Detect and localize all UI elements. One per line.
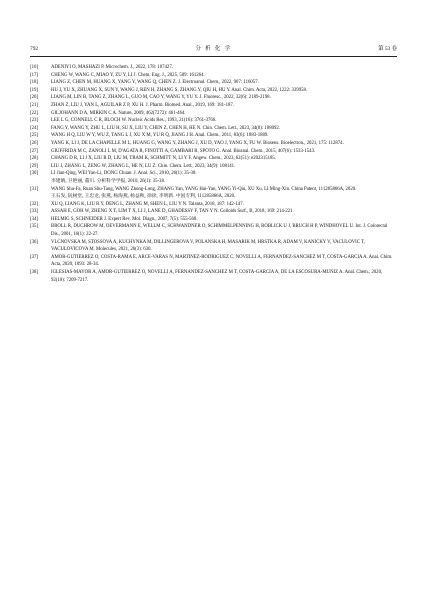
reference-item [30,64,397,72]
reference-number: [21] [30,102,38,108]
reference-number: [34] [30,216,38,222]
reference-item [30,254,397,269]
reference-text: HU J, YU X, ZHUANG X, SUN Y, WANG J, REN H, ZHANG S, ZHANG Y, QIU H, HU Y. Anal. Chim. Acta, 2022, 1222: 339958. [51,87,308,93]
reference-text: CHENG W, WANG C, MIAO Y, ZU Y, LI J. Chem. Eng. J., 2025, 509: 161264. [51,72,205,78]
reference-item [30,269,397,284]
reference-number: [36] [30,239,38,245]
reference-text: IGLESIAS-MAYOR A, AMOR-GUTIERREZ O, NOVELLI A, FERNANDEZ-SANCHEZ M T, COSTA-GARCIA A, DE LA ESCOSURA-MUNIZ A. Anal. Chem., 2020, 92(10): 7209-7217. [51,270,383,283]
reference-item [30,223,397,238]
reference-number: [24] [30,125,38,131]
reference-list [30,64,397,284]
reference-number: [31] [30,186,38,192]
reference-number: [26] [30,140,38,146]
reference-item [30,186,397,201]
reference-item [30,79,397,87]
reference-text: LIANG Z, CHEN M, HUANG X, YANG Y, WANG Q, CHEN Z. J. Electroanal. Chem., 2022, 907: 116057. [51,80,259,86]
reference-text: CHANG D R, LI J X, LIU R D, LIU M, TRAM K, SCHMITT N, LI Y F. Angew. Chem., 2023, 62(51): e202315185. [51,156,277,162]
reference-item [30,94,397,102]
reference-text: XU Q, LIANG K, LIU R Y, DENG L, ZHANG M, SHEN L, LIU Y N. Talanta, 2018, 187: 142-147. [51,201,244,207]
reference-number: [22] [30,110,38,116]
reference-number: [20] [30,95,38,101]
reference-number: [16] [30,65,38,70]
reference-number: [37] [30,254,38,260]
reference-text: ADENIYI O, MASHAZI P. Microchem. J., 2022, 178: 107427. [51,65,173,70]
reference-text: ASSAH E, GOH W, ZHENG X T, LIM T X, LI J, LANE D, GHADESSY F, TAN Y N. Colloids Surf., B, 2018, 169: 214-221. [51,209,294,215]
reference-item [30,155,397,163]
reference-text: AMOR-GUTIERREZ O, COSTA-RAMA E, ARCE-VARAS N, MARTINEZ-RODRIGUEZ C, NOVELLI A, FERNANDEZ-SANCHEZ M T, COSTA-GARCIA A. Anal. Chim. Acta, 2020, 1093: 28-34. [51,254,393,268]
reference-number: [27] [30,148,38,154]
reference-text: WANG Shu-Fa, Ruan Shu-Tang, WANG Zhong-Long, ZHANG Yan, YANG Hai-Yan, YANG Yi-Qiu, XU Xu, LI Ming-Xin. China Patent, 111285866A, 2020. [51,186,357,192]
reference-item [30,239,397,254]
reference-number: [32] [30,201,38,207]
journal-title: 分 析 化 学 [195,46,232,52]
reference-text: GILJOHANN D A, MIRKIN C A. Nature, 2009, 462(7272): 461-464. [51,110,186,116]
reference-item [30,110,397,118]
reference-number: [33] [30,209,38,215]
reference-text: ZHAN Z, LIU J, YAN L, AGUILAR Z P, XU H. J. Pharm. Biomed. Anal., 2019, 169: 181-187. [51,102,235,108]
reference-text: VLCNOVSKA M, STOSSOVA A, KUCHYNKA M, DILLINGEROVA V, POLANSKA H, MASARIK M, HRSTKA R, ADAM V, KANICKY V, VACULOVIC T, VACULOVICOVA M. Molecules, 2021, 26(3): 630. [51,239,365,253]
reference-text: LIANG M, LIN B, TANG Z, ZHANG L, GUO M, CAO Y, WANG Y, YU Y. J. Fluoresc., 2022, 32(6): 2189-2198. [51,95,271,101]
reference-text: FANG Y, WANG Y, ZHU L, LIU H, SU X, LIU Y, CHEN Z, CHEN H, HE N. Chin. Chem. Lett., 2023, 34(8): 108092. [51,125,280,131]
page-number: 792 [30,46,39,52]
reference-item [30,170,397,185]
reference-text: YANG K, LI J, DE LA CHAPELLE M L, HUANG G, WANG Y, ZHANG J, XU D, YAO J, YANG X, FU W. Biosens. Bioelectron., 2021, 175: 112874. [51,140,344,146]
reference-item [30,216,397,224]
reference-item [30,132,397,140]
reference-number: [19] [30,87,38,93]
reference-text: GIUFFRIDA M C, ZANOLI L M, D'AGATA R, FINOTTI A, GAMBARI R, SPOTO G. Anal. Bioanal. Chem., 2015, 407(6): 1533-1543. [51,148,316,154]
reference-text-chinese: 王石发, 阮树堂, 王忠龙, 张燕, 杨海燕, 杨益秋, 徐徐, 李明新. 中国专利, 111285866A, 2020. [51,194,236,200]
reference-item [30,87,397,95]
reference-text: WANG H Q, LIU W Y, WU Z, TANG L J, XU X M, YU R Q, JIANG J H. Anal. Chem., 2011, 83(6): 1883-1889. [51,133,269,139]
reference-item [30,102,397,110]
reference-text: BROLL R, DUCHROW M, OEVERMANN E, WELLM C, SCHWANDNER O, SCHIMMELPENNING H, ROBLICK U J, BRUCH H P, WINDHOVEL U. Int. J. Colorectal Dis., 2001, 16(1): 22-27. [51,224,388,238]
reference-number: [17] [30,72,38,78]
reference-text: LIU J, ZHANG L, ZENG W, ZHANG L, HE N, LU Z. Chin. Chem. Lett., 2023, 34(9): 108141. [51,163,236,169]
reference-item [30,208,397,216]
reference-item [30,201,397,209]
reference-number: [30] [30,171,38,177]
reference-number: [35] [30,224,38,230]
reference-number: [25] [30,133,38,139]
reference-item [30,163,397,171]
reference-text: HELMIG S, SCHNEIDER J. Expert Rev. Mol. Diagn., 2007, 7(5): 555-568. [51,216,198,222]
reference-text: LEE L G, CONNELL C R, BLOCH W. Nucleic Acids Res., 1993, 21(16): 3761-3766. [51,118,217,124]
reference-item [30,125,397,133]
running-header [30,44,397,54]
reference-number: [23] [30,118,38,124]
reference-text-chinese: 李建晴, 卫艳丽, 董川. 分析科学学报, 2010, 26(1): 35-38. [51,178,166,184]
header-rule [30,56,397,57]
reference-item [30,148,397,156]
reference-text: LI Jian-Qing, WEI Yan-Li, DONG Chuan. J. Anal. Sci., 2010, 26(1): 35-38. [51,171,197,177]
reference-number: [18] [30,80,38,86]
reference-number: [38] [30,270,38,276]
reference-item [30,117,397,125]
reference-number: [28] [30,156,38,162]
reference-item [30,72,397,80]
volume-label: 第 53 卷 [378,46,397,52]
reference-item [30,140,397,148]
reference-number: [29] [30,163,38,169]
